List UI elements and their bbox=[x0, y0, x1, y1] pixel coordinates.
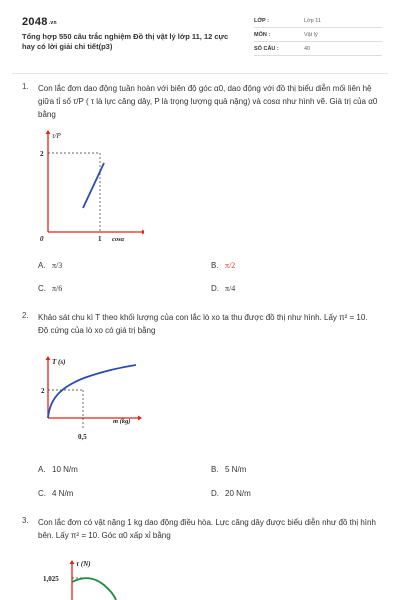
tension-force-graph bbox=[40, 558, 160, 600]
question-2-option-a[interactable]: A. 10 N/m bbox=[38, 465, 78, 474]
site-logo[interactable]: 2048.vn bbox=[22, 16, 57, 28]
meta-grade: LỚP : Lớp 11 bbox=[254, 16, 382, 28]
question-1-option-b[interactable]: B. π/2 bbox=[211, 261, 236, 270]
question-text: Con lắc đơn dao động tuần hoàn với biên độ góc α0, dao động với đồ thị biểu diễn mối liên hệ giữa tỉ số τ/P ( τ là lực căng dây, P là trọng lượng quả nặng) và cosα như hình vẽ. Giá trị của α0 bằng bbox=[38, 84, 378, 119]
question-1-option-c[interactable]: C. π/6 bbox=[38, 284, 63, 293]
period-mass-graph bbox=[36, 356, 146, 444]
graph-y-tick: 2 bbox=[41, 387, 45, 395]
meta-question-count: SỐ CÂU : 40 bbox=[254, 44, 382, 56]
question-1-option-a[interactable]: A. π/3 bbox=[38, 261, 63, 270]
question-2-option-b[interactable]: B. 5 N/m bbox=[211, 465, 247, 474]
graph-y-label: τ (N) bbox=[76, 560, 91, 568]
graph-y-tick: 1,025 bbox=[43, 575, 59, 583]
graph-x-label: m (kg) bbox=[113, 418, 131, 425]
graph-y-label: T (s) bbox=[52, 358, 66, 366]
document-header bbox=[22, 16, 382, 66]
question-text: Con lắc đơn có vật nặng 1 kg dao động điều hòa. Lực căng dây được biểu diễn như đồ thị hình bên. Lấy π² = 10. Góc α0 xấp xỉ bằng bbox=[38, 518, 376, 540]
graph-x-tick: 0,5 bbox=[78, 433, 87, 441]
question-number: 1. bbox=[22, 82, 29, 91]
question-text: Khảo sát chu kì T theo khối lượng của con lắc lò xo ta thu được đồ thị như hình. Lấy π² = 10. Độ cứng của lò xo có giá trị bằng bbox=[38, 313, 368, 335]
question-number: 3. bbox=[22, 516, 29, 525]
graph-origin: 0 bbox=[40, 235, 44, 243]
question-2-option-c[interactable]: C. 4 N/m bbox=[38, 489, 74, 498]
tension-ratio-graph bbox=[34, 128, 144, 248]
document-title: Tổng hợp 550 câu trắc nghiệm Đồ thị vật lý lớp 11, 12 cực hay có lời giải chi tiết(p3) bbox=[22, 32, 229, 51]
question-1-option-d[interactable]: D. π/4 bbox=[211, 284, 236, 293]
graph-y-tick: 2 bbox=[40, 150, 44, 158]
graph-y-label: τ/P bbox=[52, 132, 61, 140]
graph-x-tick: 1 bbox=[98, 235, 102, 243]
question-2-option-d[interactable]: D. 20 N/m bbox=[211, 489, 251, 498]
meta-subject: MÔN : Vật lý bbox=[254, 30, 382, 42]
question-number: 2. bbox=[22, 311, 29, 320]
graph-x-label: cosα bbox=[112, 236, 125, 243]
header-divider bbox=[12, 73, 388, 74]
